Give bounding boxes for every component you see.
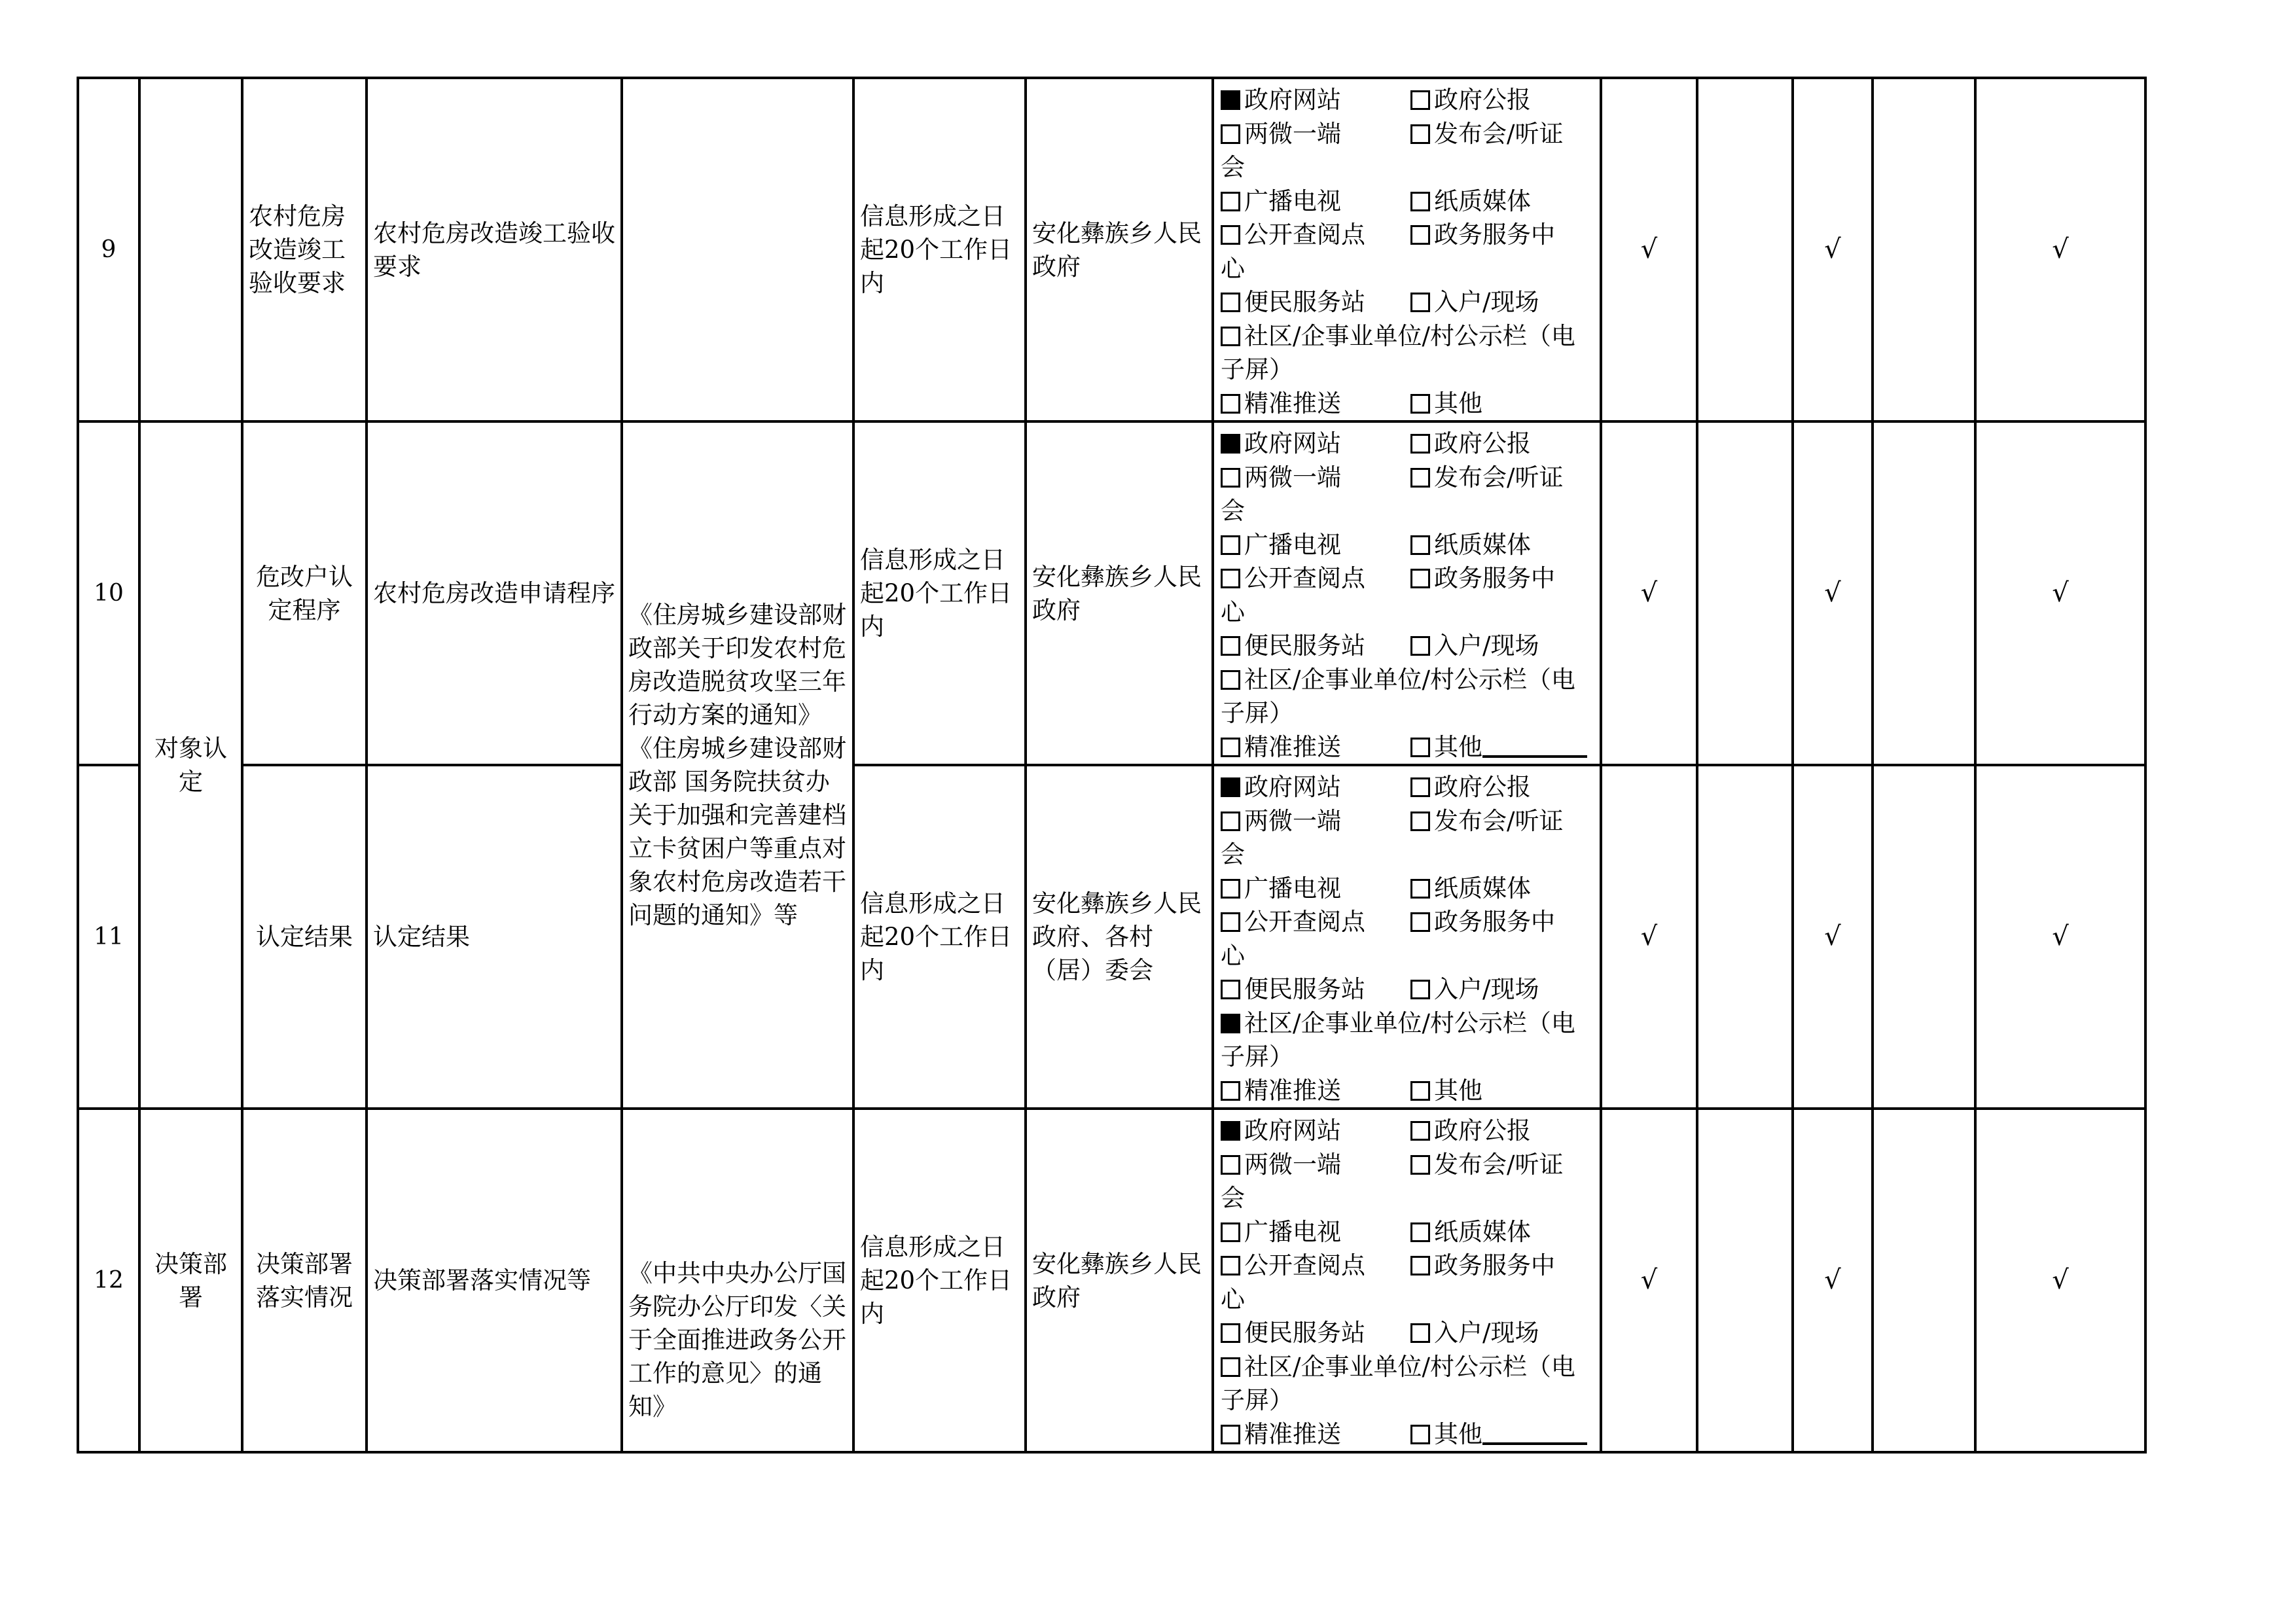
- channel-door-to-door: 入户/现场: [1410, 1316, 1594, 1350]
- content-cell: 认定结果: [367, 765, 622, 1109]
- time-limit-cell: 信息形成之日起20个工作日内: [853, 421, 1026, 765]
- channel-paper-media: 纸质媒体: [1410, 872, 1594, 906]
- disclosure-table: [77, 77, 2147, 1454]
- channel-convenience-station: 便民服务站: [1221, 629, 1410, 663]
- content-cell: 决策部署落实情况等: [367, 1109, 622, 1452]
- channel-community-board: 社区/企事业单位/村公示栏（电子屏）: [1221, 321, 1575, 383]
- channels-cell: 政府网站 政府公报 两微一端 发布会/听证 会 广播电视 纸质媒体 公开查阅点 政务服务中 心 便民服务站 入户/现场 社区/企事业单位/村公示栏（电子屏） 精准推送 其他: [1213, 765, 1601, 1109]
- empty-cell: [1697, 1109, 1793, 1452]
- checkbox-icon: [1410, 90, 1430, 110]
- channel-two-wei-one-duan: 两微一端: [1221, 117, 1410, 151]
- channel-broadcast: 广播电视: [1221, 1215, 1410, 1249]
- check-cell: √: [1601, 1109, 1697, 1452]
- checkbox-icon: [1221, 293, 1240, 312]
- checkbox-icon: [1221, 912, 1240, 932]
- check-cell: √: [1975, 78, 2145, 421]
- checked-box-icon: [1221, 777, 1240, 797]
- channel-convenience-station: 便民服务站: [1221, 1316, 1410, 1350]
- checkbox-icon: [1410, 1155, 1430, 1175]
- check-cell: √: [1975, 421, 2145, 765]
- channel-service-center: 政务服务中: [1410, 562, 1594, 596]
- content-cell: 农村危房改造申请程序: [367, 421, 622, 765]
- channels-cell: 政府网站 政府公报 两微一端 发布会/听证 会 广播电视 纸质媒体 公开查阅点 政务服务中 心 便民服务站 入户/现场 社区/企事业单位/村公示栏（电子屏） 精准推送 其他: [1213, 1109, 1601, 1452]
- channel-community-board: 社区/企事业单位/村公示栏（电子屏）: [1221, 665, 1575, 727]
- checked-box-icon: [1221, 90, 1240, 110]
- checkbox-icon: [1410, 293, 1430, 312]
- check-cell: √: [1601, 78, 1697, 421]
- channel-community-board: 社区/企事业单位/村公示栏（电子屏）: [1221, 1008, 1575, 1071]
- check-cell: √: [1793, 765, 1873, 1109]
- channel-press-conf: 发布会/听证: [1410, 1148, 1594, 1182]
- channel-broadcast: 广播电视: [1221, 528, 1410, 562]
- checked-box-icon: [1221, 1121, 1240, 1141]
- checkbox-icon: [1410, 980, 1430, 999]
- table-row: [78, 765, 2145, 1109]
- channel-precise-push: 精准推送: [1221, 387, 1410, 421]
- channel-door-to-door: 入户/现场: [1410, 629, 1594, 663]
- channel-precise-push: 精准推送: [1221, 730, 1410, 764]
- channel-public-reading: 公开查阅点: [1221, 218, 1410, 252]
- channel-gov-bulletin: 政府公报: [1410, 770, 1594, 804]
- checkbox-icon: [1221, 980, 1240, 999]
- channel-door-to-door: 入户/现场: [1410, 285, 1594, 319]
- channel-gov-site: 政府网站: [1221, 770, 1410, 804]
- checkbox-icon: [1410, 124, 1430, 144]
- channel-broadcast: 广播电视: [1221, 872, 1410, 906]
- channel-precise-push: 精准推送: [1221, 1074, 1410, 1108]
- check-cell: √: [1975, 765, 2145, 1109]
- channel-convenience-station: 便民服务站: [1221, 285, 1410, 319]
- table-row: [78, 1109, 2145, 1452]
- category-cell: 对象认定: [139, 421, 242, 1109]
- checkbox-icon: [1410, 225, 1430, 245]
- category-cell: 决策部署: [139, 1109, 242, 1452]
- checkbox-icon: [1410, 535, 1430, 555]
- check-cell: √: [1793, 421, 1873, 765]
- channel-community-board: 社区/企事业单位/村公示栏（电子屏）: [1221, 1352, 1575, 1414]
- channel-two-wei-one-duan: 两微一端: [1221, 461, 1410, 495]
- checkbox-icon: [1410, 1323, 1430, 1343]
- channel-public-reading: 公开查阅点: [1221, 905, 1410, 939]
- checkbox-icon: [1410, 738, 1430, 757]
- channel-other: 其他: [1410, 1074, 1594, 1108]
- channel-press-conf: 发布会/听证: [1410, 804, 1594, 838]
- checkbox-icon: [1410, 812, 1430, 831]
- checked-box-icon: [1221, 434, 1240, 454]
- channel-public-reading: 公开查阅点: [1221, 1249, 1410, 1283]
- channel-press-conf: 发布会/听证: [1410, 117, 1594, 151]
- table-row: [78, 421, 2145, 765]
- channels-cell: 政府网站 政府公报 两微一端 发布会/听证 会 广播电视 纸质媒体 公开查阅点 政务服务中 心 便民服务站 入户/现场 社区/企事业单位/村公示栏（电子屏） 精准推送 其他: [1213, 78, 1601, 421]
- check-cell: √: [1793, 78, 1873, 421]
- empty-cell: [1873, 421, 1975, 765]
- checkbox-icon: [1221, 1323, 1240, 1343]
- checkbox-icon: [1410, 468, 1430, 488]
- channel-gov-bulletin: 政府公报: [1410, 83, 1594, 117]
- channel-gov-site: 政府网站: [1221, 1114, 1410, 1148]
- checkbox-icon: [1221, 124, 1240, 144]
- item-cell: 决策部署落实情况: [242, 1109, 367, 1452]
- checkbox-icon: [1221, 670, 1240, 690]
- fill-in-line: [1482, 1442, 1587, 1445]
- channel-gov-site: 政府网站: [1221, 83, 1410, 117]
- channel-convenience-station: 便民服务站: [1221, 972, 1410, 1007]
- channel-gov-bulletin: 政府公报: [1410, 427, 1594, 461]
- checkbox-icon: [1410, 1222, 1430, 1242]
- channel-broadcast: 广播电视: [1221, 185, 1410, 219]
- channels-cell: 政府网站 政府公报 两微一端 发布会/听证 会 广播电视 纸质媒体 公开查阅点 政务服务中 心 便民服务站 入户/现场 社区/企事业单位/村公示栏（电子屏） 精准推送 其他: [1213, 421, 1601, 765]
- checkbox-icon: [1410, 1081, 1430, 1101]
- channel-service-center: 政务服务中: [1410, 905, 1594, 939]
- checked-box-icon: [1221, 1014, 1240, 1033]
- empty-cell: [1697, 765, 1793, 1109]
- time-limit-cell: 信息形成之日起20个工作日内: [853, 1109, 1026, 1452]
- row-number-cell: 12: [78, 1109, 139, 1452]
- channel-press-conf: 发布会/听证: [1410, 461, 1594, 495]
- basis-cell: 《住房城乡建设部财政部关于印发农村危房改造脱贫攻坚三年行动方案的通知》《住房城乡建设部财政部 国务院扶贫办关于加强和完善建档立卡贫困户等重点对象农村危房改造若干问题的通知》等: [622, 421, 853, 1109]
- empty-cell: [1873, 78, 1975, 421]
- checkbox-icon: [1221, 569, 1240, 588]
- channel-other: 其他: [1410, 387, 1594, 421]
- checkbox-icon: [1410, 777, 1430, 797]
- checkbox-icon: [1410, 394, 1430, 414]
- checkbox-icon: [1410, 1256, 1430, 1275]
- empty-cell: [1697, 78, 1793, 421]
- checkbox-icon: [1221, 1222, 1240, 1242]
- row-number-cell: 11: [78, 765, 139, 1109]
- empty-cell: [1873, 765, 1975, 1109]
- content-cell: 农村危房改造竣工验收要求: [367, 78, 622, 421]
- channel-gov-bulletin: 政府公报: [1410, 1114, 1594, 1148]
- channel-gov-site: 政府网站: [1221, 427, 1410, 461]
- channel-door-to-door: 入户/现场: [1410, 972, 1594, 1007]
- channel-service-center: 政务服务中: [1410, 218, 1594, 252]
- category-cell: [139, 78, 242, 421]
- time-limit-cell: 信息形成之日起20个工作日内: [853, 78, 1026, 421]
- checkbox-icon: [1221, 812, 1240, 831]
- channel-paper-media: 纸质媒体: [1410, 185, 1594, 219]
- checkbox-icon: [1221, 1357, 1240, 1377]
- item-cell: 危改户认定程序: [242, 421, 367, 765]
- check-cell: √: [1975, 1109, 2145, 1452]
- checkbox-icon: [1410, 912, 1430, 932]
- channel-other: 其他: [1410, 1418, 1594, 1452]
- channel-public-reading: 公开查阅点: [1221, 562, 1410, 596]
- check-cell: √: [1793, 1109, 1873, 1452]
- checkbox-icon: [1221, 1155, 1240, 1175]
- checkbox-icon: [1221, 738, 1240, 757]
- checkbox-icon: [1410, 569, 1430, 588]
- channel-service-center: 政务服务中: [1410, 1249, 1594, 1283]
- channel-precise-push: 精准推送: [1221, 1418, 1410, 1452]
- time-limit-cell: 信息形成之日起20个工作日内: [853, 765, 1026, 1109]
- row-number-cell: 10: [78, 421, 139, 765]
- checkbox-icon: [1221, 468, 1240, 488]
- subject-cell: 安化彝族乡人民政府: [1026, 1109, 1213, 1452]
- checkbox-icon: [1410, 434, 1430, 454]
- checkbox-icon: [1221, 879, 1240, 899]
- checkbox-icon: [1221, 1256, 1240, 1275]
- checkbox-icon: [1221, 1081, 1240, 1101]
- checkbox-icon: [1221, 225, 1240, 245]
- checkbox-icon: [1221, 1425, 1240, 1444]
- item-cell: 农村危房改造竣工验收要求: [242, 78, 367, 421]
- check-cell: √: [1601, 765, 1697, 1109]
- checkbox-icon: [1221, 394, 1240, 414]
- checkbox-icon: [1221, 636, 1240, 656]
- checkbox-icon: [1410, 192, 1430, 211]
- basis-cell: [622, 78, 853, 421]
- fill-in-line: [1482, 755, 1587, 758]
- channel-paper-media: 纸质媒体: [1410, 528, 1594, 562]
- checkbox-icon: [1221, 327, 1240, 346]
- channel-two-wei-one-duan: 两微一端: [1221, 1148, 1410, 1182]
- empty-cell: [1873, 1109, 1975, 1452]
- check-cell: √: [1601, 421, 1697, 765]
- checkbox-icon: [1410, 879, 1430, 899]
- subject-cell: 安化彝族乡人民政府: [1026, 421, 1213, 765]
- empty-cell: [1697, 421, 1793, 765]
- table-row: [78, 78, 2145, 421]
- checkbox-icon: [1221, 535, 1240, 555]
- row-number-cell: 9: [78, 78, 139, 421]
- subject-cell: 安化彝族乡人民政府、各村（居）委会: [1026, 765, 1213, 1109]
- checkbox-icon: [1221, 192, 1240, 211]
- item-cell: 认定结果: [242, 765, 367, 1109]
- checkbox-icon: [1410, 1425, 1430, 1444]
- basis-cell: 《中共中央办公厅国务院办公厅印发〈关于全面推进政务公开工作的意见〉的通知》: [622, 1109, 853, 1452]
- checkbox-icon: [1410, 636, 1430, 656]
- subject-cell: 安化彝族乡人民政府: [1026, 78, 1213, 421]
- channel-other: 其他: [1410, 730, 1594, 764]
- channel-two-wei-one-duan: 两微一端: [1221, 804, 1410, 838]
- channel-paper-media: 纸质媒体: [1410, 1215, 1594, 1249]
- checkbox-icon: [1410, 1121, 1430, 1141]
